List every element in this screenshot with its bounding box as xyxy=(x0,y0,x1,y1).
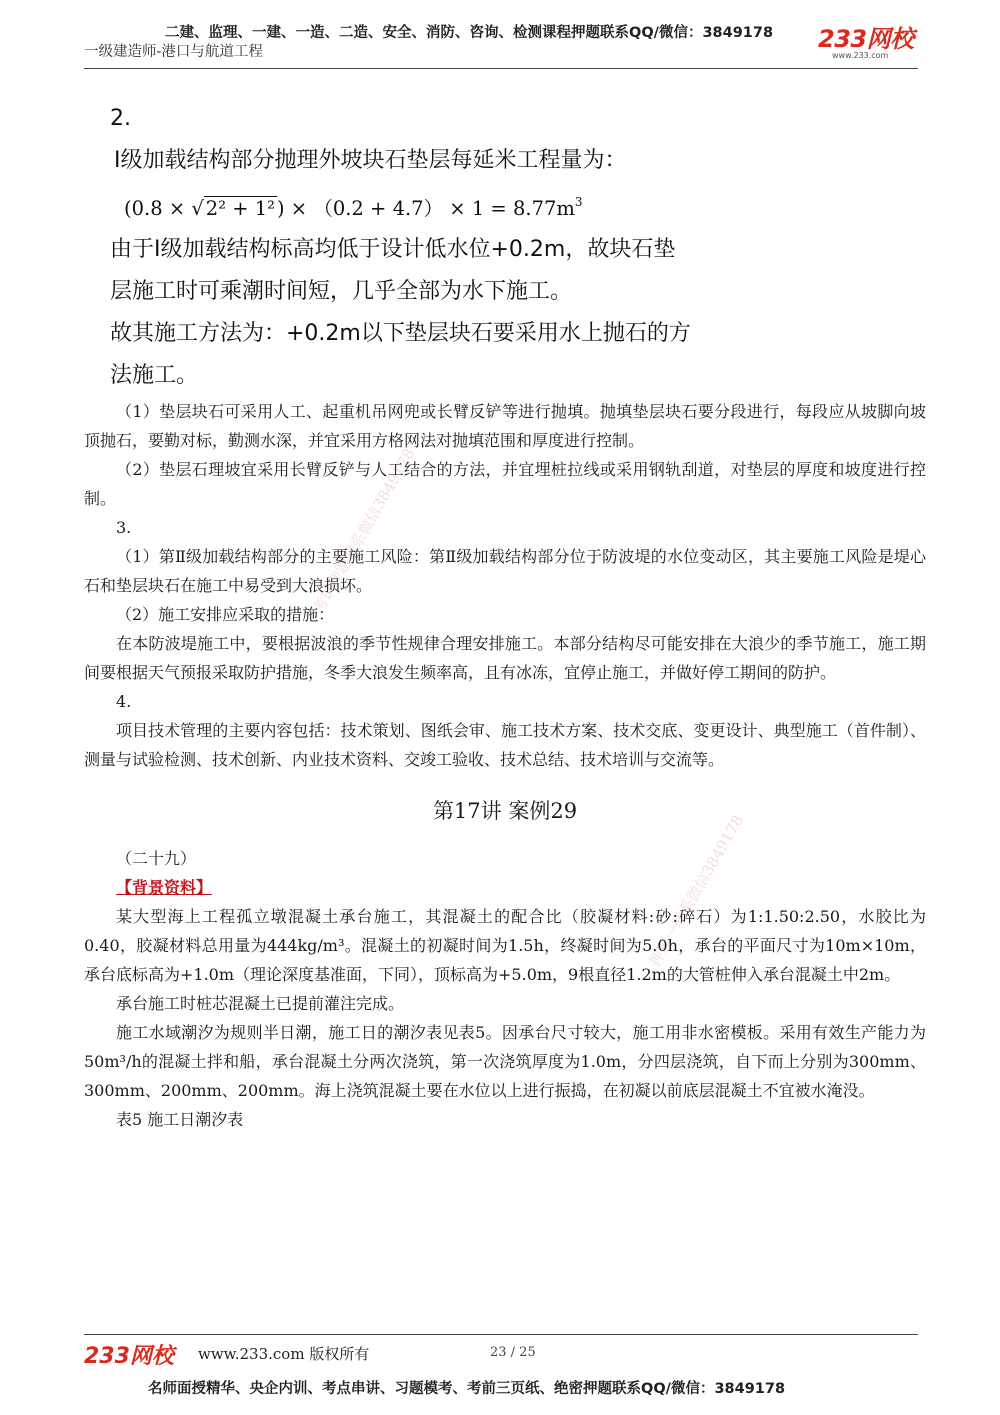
answer-4-number: 4. xyxy=(116,692,132,711)
header-logo-url: www.233.com xyxy=(832,51,889,60)
sqrt-body: 2² + 1² xyxy=(205,197,275,220)
answer-3-paragraph-3: 在本防波堤施工中，要根据波浪的季节性规律合理安排施工。本部分结构尽可能安排在大浪少的季节施工，施工期间要根据天气预报采取防护措施，冬季大浪发生频率高，且有冰冻，宜停止施工，并做好停工期间的防护。 xyxy=(84,634,926,682)
footer-logo: 233网校 xyxy=(84,1344,174,1369)
header-logo xyxy=(818,27,918,60)
table-caption: 表5 施工日潮汐表 xyxy=(116,1110,244,1129)
answer-3-number: 3. xyxy=(116,518,132,537)
footer-divider xyxy=(84,1334,918,1335)
answer-4-paragraph-1: 项目技术管理的主要内容包括：技术策划、图纸会审、施工技术方案、技术交底、变更设计、典型施工（首件制）、测量与试验检测、技术创新、内业技术资料、交竣工验收、技术总结、技术培训与交流等。 xyxy=(84,721,926,769)
lecture-title: 第17讲 案例29 xyxy=(432,799,578,823)
answer-3-paragraph-2: （2）施工安排应采取的措施： xyxy=(116,605,335,624)
header-subtitle: 一级建造师-港口与航道工程 xyxy=(84,44,263,60)
volume-formula xyxy=(124,182,926,229)
answer-2-paragraph-1: （1）垫层块石可采用人工、起重机吊网兜或长臂反铲等进行抛填。抛填垫层块石要分段进行，每段应从坡脚向坡顶抛石，要勤对标，勤测水深，并宜采用方格网法对抛填范围和厚度进行控制。 xyxy=(84,402,926,450)
answer-2-line1: Ⅰ级加载结构部分抛理外坡块石垫层每延米工程量为： xyxy=(114,148,627,173)
answer-3-paragraph-1: （1）第Ⅱ级加载结构部分的主要施工风险：第Ⅱ级加载结构部分位于防波堤的水位变动区，其主要施工风险是堤心石和垫层块石在施工中易受到大浪损坏。 xyxy=(84,547,926,595)
watermark: 押题一联系微信3849178 xyxy=(645,811,748,970)
page-number: 23 / 25 xyxy=(490,1345,536,1360)
case-paragraph-1: 某大型海上工程孤立墩混凝土承台施工，其混凝土的配合比（胶凝材料:砂:碎石）为1:1.50:2.50，水胶比为0.40，胶凝材料总用量为444kg/m³。混凝土的初凝时间为1.5h，终凝时间为5.0h，承台的平面尺寸为10m×10m，承台底标高为+1.0m（理论深度基准面，下同），顶标高为+5.0m，9根直径1.2m的大管桩伸入承台混凝土中2m。 xyxy=(84,907,926,984)
answer-2-paragraph-2: （2）垫层石理坡宜采用长臂反铲与人工结合的方法，并宜埋桩拉线或采用钢轨刮道，对垫层的厚度和坡度进行控制。 xyxy=(84,460,926,508)
answer-2-line2: 由于Ⅰ级加载结构标高均低于设计低水位+0.2m，故块石垫 xyxy=(110,237,676,262)
answer-2-line5: 法施工。 xyxy=(110,363,199,388)
footer-site: www.233.com 版权所有 xyxy=(198,1345,370,1363)
page-content xyxy=(84,98,926,1134)
case-number: （二十九） xyxy=(116,849,197,868)
formula-suffix: ) × （0.2 + 4.7） × 1 = 8.77m xyxy=(276,197,575,220)
header-divider xyxy=(84,68,918,69)
watermark: 考试押题联系微信3849178 xyxy=(309,445,419,617)
header-logo-text: 233网校 xyxy=(818,25,914,53)
sqrt-expression: √ 2² + 1² xyxy=(191,197,275,220)
answer-2-line3: 层施工时可乘潮时间短，几乎全部为水下施工。 xyxy=(110,279,573,304)
answer-2-line4: 故其施工方法为：+0.2m以下垫层块石要采用水上抛石的方 xyxy=(110,321,691,346)
answer-2-number: 2. xyxy=(110,106,131,131)
case-paragraph-3: 施工水域潮汐为规则半日潮，施工日的潮汐表见表5。因承台尺寸较大，施工用非水密模板。采用有效生产能力为50m³/h的混凝土拌和船，承台混凝土分两次浇筑，第一次浇筑厚度为1.0m，分四层浇筑，自下而上分别为300mm、300mm、200mm、200mm。海上浇筑混凝土要在水位以上进行振捣，在初凝以前底层混凝土不宜被水淹没。 xyxy=(84,1023,926,1100)
header-promo: 二建、监理、一建、一造、二造、安全、消防、咨询、检测课程押题联系QQ/微信：3849178 xyxy=(165,25,774,41)
formula-exponent: 3 xyxy=(574,195,583,209)
formula-prefix: (0.8 × xyxy=(124,197,192,220)
case-paragraph-2: 承台施工时桩芯混凝土已提前灌注完成。 xyxy=(116,994,405,1013)
footer-promo: 名师面授精华、央企内训、考点串讲、习题模考、考前三页纸、绝密押题联系QQ/微信：3849178 xyxy=(148,1381,786,1397)
background-label: 【背景资料】 xyxy=(116,878,213,897)
